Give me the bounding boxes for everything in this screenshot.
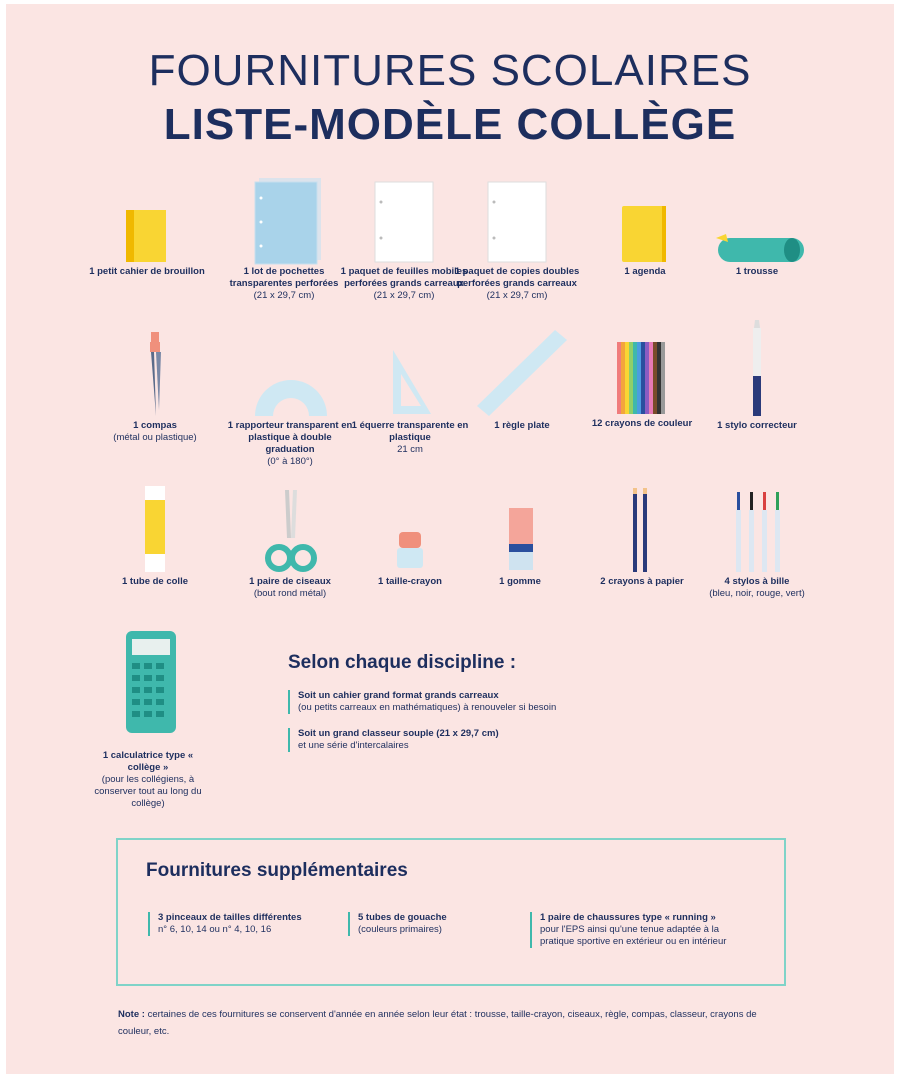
item-stylo-correcteur: 1 stylo correcteur — [692, 318, 822, 432]
item-brouillon: 1 petit cahier de brouillon — [82, 204, 212, 278]
eraser-icon — [455, 506, 585, 576]
discipline-bullet-1: Soit un cahier grand format grands carreaux (ou petits carreaux en mathématiques) à renouveler si besoin — [288, 690, 708, 714]
item-regle: 1 règle plate — [457, 328, 587, 432]
glue-stick-icon — [90, 484, 220, 576]
double-sheets-icon — [452, 178, 582, 266]
title-line-2: LISTE-MODÈLE COLLÈGE — [163, 100, 737, 149]
calculator-icon — [88, 629, 208, 739]
item-crayons-couleur: 12 crayons de couleur — [577, 338, 707, 430]
item-copies: 1 paquet de copies doubles perforées grands carreaux (21 x 29,7 cm) — [452, 178, 582, 302]
supplementary-title: Fournitures supplémentaires — [146, 860, 408, 881]
compass-icon — [90, 330, 220, 420]
pencil-case-icon — [692, 230, 822, 266]
item-crayons-papier: 2 crayons à papier — [577, 486, 707, 588]
item-rapporteur: 1 rapporteur transparent en plastique à double graduation (0° à 180°) — [225, 372, 355, 468]
plastic-sleeves-icon — [219, 174, 349, 266]
note — [118, 1006, 768, 1040]
supplementary-item-2: 5 tubes de gouache (couleurs primaires) — [348, 912, 508, 936]
item-compas: 1 compas (métal ou plastique) — [90, 330, 220, 444]
graphite-pencils-icon — [577, 486, 707, 576]
school-supplies-poster — [6, 4, 894, 1074]
supplementary-item-1: 3 pinceaux de tailles différentes n° 6, 10, 14 ou n° 4, 10, 16 — [148, 912, 308, 936]
note-label: Note : — [118, 1009, 145, 1020]
title-line-1: FOURNITURES SCOLAIRES — [148, 46, 752, 95]
supplementary-item-3: 1 paire de chaussures type « running » pour l'EPS ainsi qu'une tenue adaptée à la pratique sportive en extérieur ou en intérieur — [530, 912, 750, 948]
discipline-section — [288, 652, 708, 766]
item-taille-crayon: 1 taille-crayon — [345, 528, 475, 588]
correction-pen-icon — [692, 318, 822, 420]
item-feuilles: 1 paquet de feuilles mobiles perforées grands carreaux (21 x 29,7 cm) — [339, 178, 469, 302]
ballpoint-pens-icon — [692, 490, 822, 576]
supplementary-box — [116, 838, 786, 986]
ruler-icon — [457, 328, 587, 420]
discipline-title: Selon chaque discipline : — [288, 652, 517, 673]
protractor-icon — [225, 372, 355, 420]
note-text: certaines de ces fournitures se conservent d'année en année selon leur état : trousse, taille-crayon, ciseaux, règle, compas, classeur, crayons de couleur, etc. — [118, 1009, 757, 1037]
set-square-icon — [345, 348, 475, 420]
small-notebook-icon — [82, 204, 212, 266]
loose-sheets-icon — [339, 178, 469, 266]
item-ciseaux: 1 paire de ciseaux (bout rond métal) — [225, 488, 355, 600]
item-equerre: 1 équerre transparente en plastique 21 cm — [345, 348, 475, 456]
item-stylos-bille: 4 stylos à bille (bleu, noir, rouge, vert) — [692, 490, 822, 600]
discipline-bullet-2: Soit un grand classeur souple (21 x 29,7 cm) et une série d'intercalaires — [288, 728, 708, 752]
item-agenda: 1 agenda — [580, 202, 710, 278]
item-calculatrice: 1 calculatrice type « collège » (pour les collégiens, à conserver tout au long du collège) — [88, 629, 208, 810]
colored-pencils-icon — [577, 338, 707, 418]
item-gomme: 1 gomme — [455, 506, 585, 588]
item-pochettes: 1 lot de pochettes transparentes perforées (21 x 29,7 cm) — [219, 174, 349, 302]
item-trousse: 1 trousse — [692, 230, 822, 278]
scissors-icon — [225, 488, 355, 576]
planner-icon — [580, 202, 710, 266]
item-colle: 1 tube de colle — [90, 484, 220, 588]
